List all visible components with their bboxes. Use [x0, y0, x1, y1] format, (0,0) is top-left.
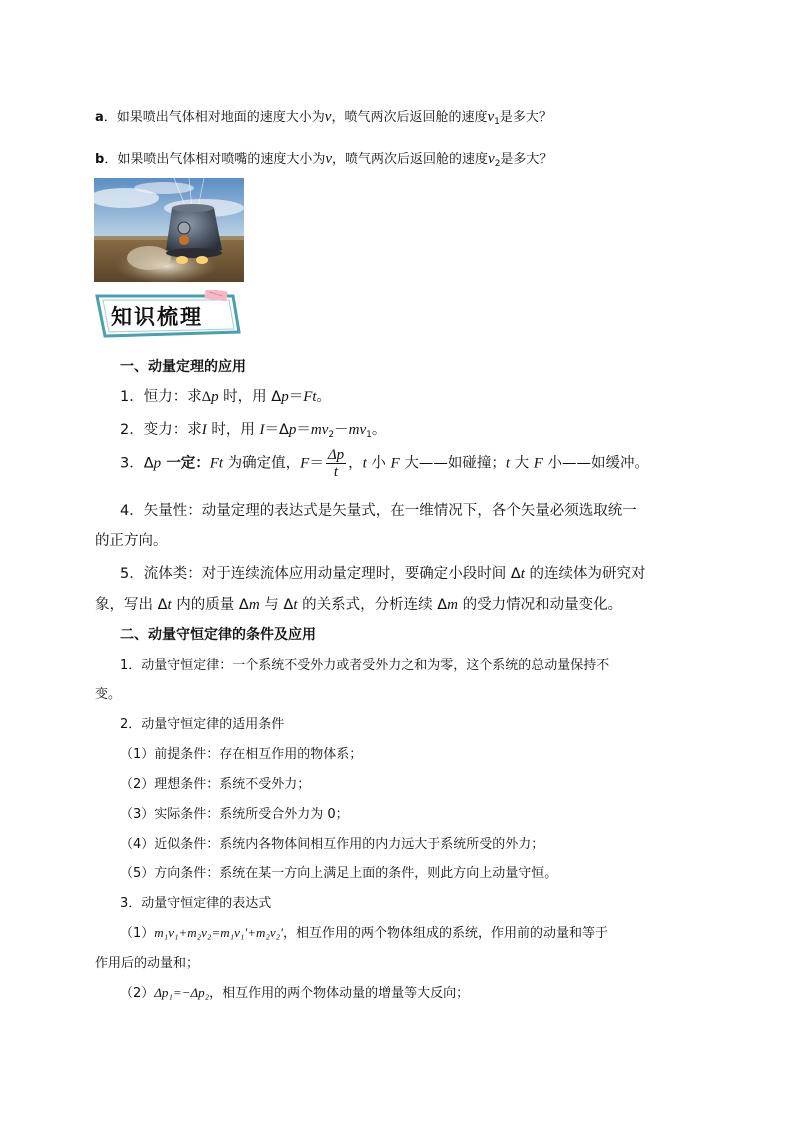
- s2-expression-2: （2）Δp₁=−Δp₂，相互作用的两个物体动量的增量等大反向；: [120, 985, 470, 1001]
- s2-condition-5: （5）方向条件：系统在某一方向上满足上面的条件，则此方向上动量守恒。: [120, 866, 558, 881]
- section1-heading: 一、动量定理的应用: [120, 359, 246, 375]
- question-a: a．如果喷出气体相对地面的速度大小为v，喷气两次后返回舱的速度$v_1$是多大？: [95, 109, 552, 127]
- s1-item-1: 1．恒力：求Δp 时，用 Δp＝Ft。: [120, 389, 332, 405]
- s2-item-1-line1: 1．动量守恒定律：一个系统不受外力或者受外力之和为零，这个系统的总动量保持不: [120, 658, 610, 673]
- force-fraction: $\frac{\Delta p}{t}$: [327, 447, 345, 480]
- s2-condition-4: （4）近似条件：系统内各物体间相互作用的内力远大于系统所受的外力；: [120, 837, 545, 852]
- s2-expression-1-line2: 作用后的动量和；: [95, 956, 200, 971]
- banner-title: 知识梳理: [111, 304, 203, 329]
- s2-condition-3: （3）实际条件：系统所受合外力为 0；: [120, 807, 349, 822]
- s2-expression-1: （1）m₁v₁+m₂v₂=m₁v₁'+m₂v₂'，相互作用的两个物体组成的系统，作用前的动量和等于: [120, 925, 608, 941]
- s2-condition-2: （2）理想条件：系统不受外力；: [120, 777, 311, 792]
- s1-item-5-line1: 5．流体类：对于连续流体应用动量定理时，要确定小段时间 Δt 的连续体为研究对: [120, 566, 646, 582]
- s1-item-4-line1: 4．矢量性：动量定理的表达式是矢量式，在一维情况下，各个矢量必须选取统一: [120, 503, 637, 519]
- s1-item-4-line2: 的正方向。: [95, 533, 168, 549]
- s2-item-2: 2．动量守恒定律的适用条件: [120, 717, 285, 732]
- s1-item-3: 3．Δp 一定：Ft 为确定值，F＝ $\frac{\Delta p}{t}$ ，t 小 F 大——如碰撞；t 大 F 小——如缓冲。: [120, 447, 649, 480]
- s1-item-5-line2: 象，写出 Δt 内的质量 Δm 与 Δt 的关系式，分析连续 Δm 的受力情况和动量变化。: [95, 597, 623, 613]
- s2-item-3: 3．动量守恒定律的表达式: [120, 896, 272, 911]
- reentry-capsule-photo: [94, 178, 244, 282]
- s2-item-1-line2: 变。: [95, 687, 122, 702]
- question-b: b．如果喷出气体相对喷嘴的速度大小为v，喷气两次后返回舱的速度$v_2$是多大？: [95, 151, 553, 169]
- s1-item-2: 2．变力：求I 时，用 $I=\Delta p=mv_2-mv_1$。: [120, 422, 387, 440]
- s2-condition-1: （1）前提条件：存在相互作用的物体系；: [120, 747, 363, 762]
- section2-heading: 二、动量守恒定律的条件及应用: [120, 627, 316, 643]
- section-banner: [93, 290, 243, 340]
